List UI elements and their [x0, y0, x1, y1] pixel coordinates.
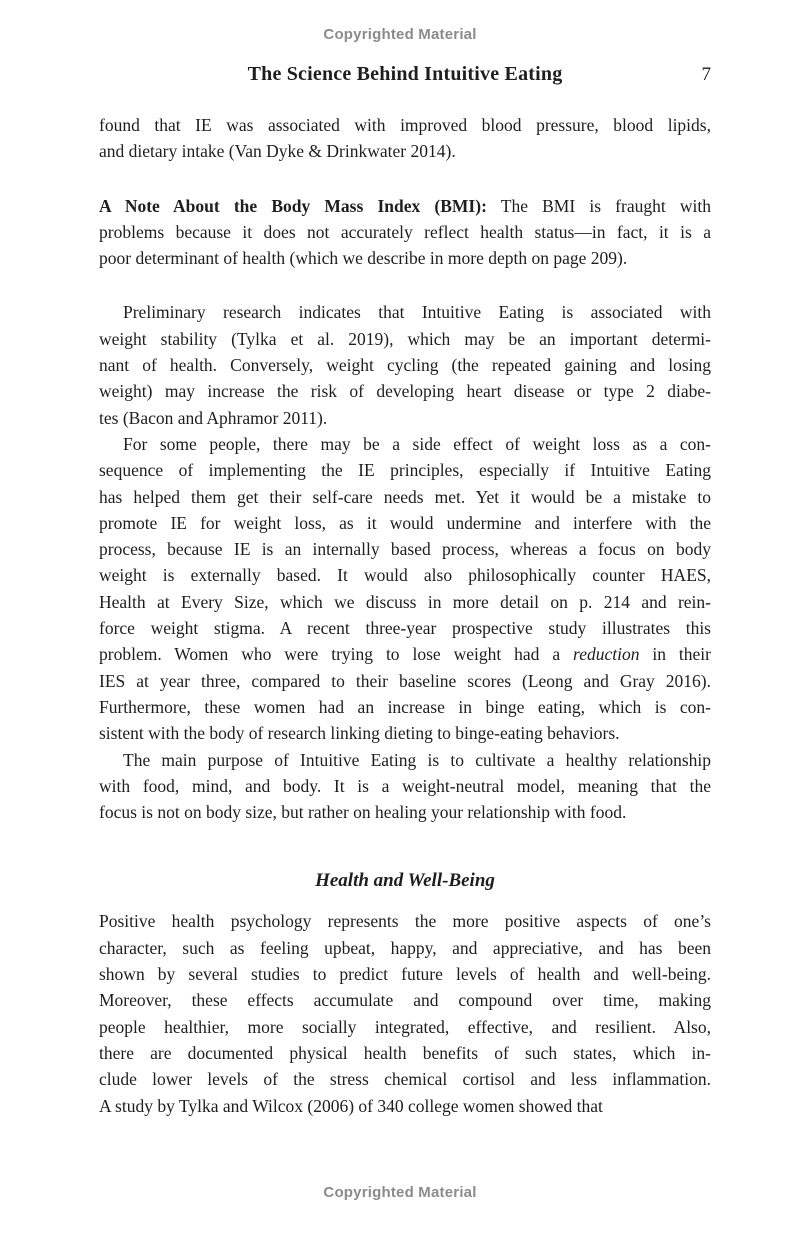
copyright-banner-top: Copyrighted Material — [323, 26, 477, 43]
text-line: shown by several studies to predict future levels of health and well-being. — [99, 964, 711, 985]
text-line: Positive health psychology represents the more positive aspects of one’s — [99, 911, 711, 932]
text-line: Furthermore, these women had an increase in binge eating, which is con- — [99, 696, 711, 717]
text-line: people healthier, more socially integrated, effective, and resilient. Also, — [99, 1016, 711, 1037]
text-line: For some people, there may be a side effect of weight loss as a con- — [123, 433, 711, 454]
text-line: character, such as feeling upbeat, happy, and appreciative, and has been — [99, 937, 711, 958]
text-line: sistent with the body of research linking dieting to binge-eating behaviors. — [99, 723, 620, 744]
text-line: nant of health. Conversely, weight cycling (the repeated gaining and losing — [99, 355, 711, 376]
copyright-banner-bottom: Copyrighted Material — [323, 1184, 477, 1201]
paragraph — [99, 747, 711, 826]
text-line: A Note About the Body Mass Index (BMI): The BMI is fraught with — [99, 195, 711, 216]
text-line: Preliminary research indicates that Intuitive Eating is associated with — [123, 302, 711, 323]
text-line: problems because it does not accurately reflect health status—in fact, it is a — [99, 221, 711, 242]
text-line: Moreover, these effects accumulate and compound over time, making — [99, 990, 711, 1011]
paragraph — [99, 112, 711, 165]
text-line: sequence of implementing the IE principles, especially if Intuitive Eating — [99, 460, 711, 481]
text-line: focus is not on body size, but rather on healing your relationship with food. — [99, 802, 627, 823]
text-line: clude lower levels of the stress chemical cortisol and less inflammation. — [99, 1069, 711, 1090]
text-line: Health at Every Size, which we discuss in more detail on p. 214 and rein- — [99, 591, 711, 612]
text-line: The main purpose of Intuitive Eating is to cultivate a healthy relationship — [123, 749, 711, 770]
page-number: 7 — [701, 64, 711, 85]
chapter-title: The Science Behind Intuitive Eating — [247, 63, 563, 85]
paragraph — [99, 299, 711, 430]
text-line: weight is externally based. It would also philosophically counter HAES, — [99, 565, 711, 586]
text-line: weight) may increase the risk of developing heart disease or type 2 diabe- — [99, 381, 711, 402]
text-line: has helped them get their self-care needs met. Yet it would be a mistake to — [99, 486, 711, 507]
text-line: promote IE for weight loss, as it would undermine and interfere with the — [99, 512, 711, 533]
text-line: poor determinant of health (which we describe in more depth on page 209). — [99, 248, 628, 269]
text-line: found that IE was associated with improved blood pressure, blood lipids, — [99, 115, 711, 135]
paragraph — [99, 908, 711, 1118]
text-line: tes (Bacon and Aphramor 2011). — [99, 407, 328, 428]
paragraph — [99, 431, 711, 747]
text-column — [99, 112, 711, 1119]
text-line: IES at year three, compared to their baseline scores (Leong and Gray 2016). — [99, 670, 711, 691]
text-line: process, because IE is an internally based process, whereas a focus on body — [99, 539, 711, 560]
running-head — [99, 62, 711, 86]
text-line: force weight stigma. A recent three-year prospective study illustrates this — [99, 618, 711, 639]
text-line: with food, mind, and body. It is a weight-neutral model, meaning that the — [99, 775, 711, 796]
text-line: there are documented physical health benefits of such states, which in- — [99, 1042, 711, 1063]
section-heading: Health and Well-Being — [315, 870, 495, 892]
paragraph — [99, 193, 711, 272]
text-line: weight stability (Tylka et al. 2019), which may be an important determi- — [99, 328, 711, 349]
text-line: A study by Tylka and Wilcox (2006) of 340 college women showed that — [99, 1095, 603, 1116]
text-line: problem. Women who were trying to lose weight had a reduction in their — [99, 644, 712, 665]
text-line: and dietary intake (Van Dyke & Drinkwater 2014). — [99, 141, 456, 162]
